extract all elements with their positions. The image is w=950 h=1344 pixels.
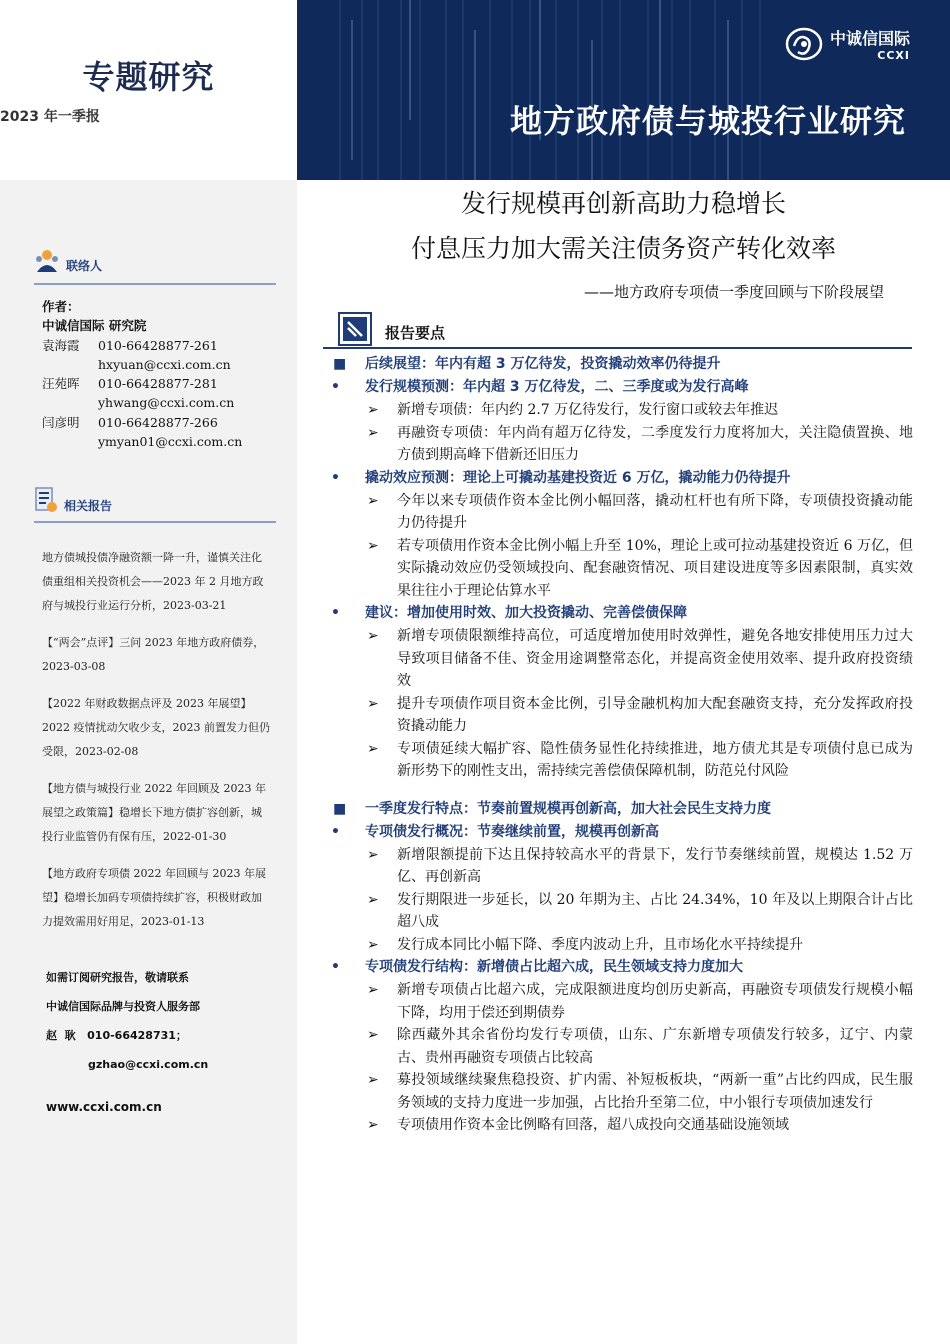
- contacts-divider: [34, 283, 276, 285]
- bullet-item: [323, 889, 913, 934]
- bullet-marker: •: [331, 823, 340, 840]
- subsection-heading: [323, 821, 913, 844]
- bullet-marker: ➢: [367, 628, 379, 644]
- related-report-link[interactable]: 地方债城投债净融资额一降一升，谨慎关注化债重组相关投资机会——2023 年 2 月地方政府与城投行业运行分析，2023-03-21: [42, 551, 264, 612]
- subscribe-contact: [46, 963, 208, 1079]
- subsection-heading: [323, 376, 913, 399]
- bullet-text: 专项债延续大幅扩容、隐性债务显性化持续推进，地方债尤其是专项债付息已成为新形势下的刚性支出，需持续完善偿债保障机制，防范兑付风险: [397, 740, 913, 779]
- ccxi-logo: [784, 26, 910, 62]
- contact-email[interactable]: gzhao@ccxi.com.cn: [88, 1058, 209, 1071]
- author-row: [42, 413, 242, 432]
- people-icon: [34, 248, 60, 274]
- logo-en-text: CCXI: [877, 49, 910, 62]
- bullet-text: 撬动效应预测：理论上可撬动基建投资近 6 万亿，撬动能力仍待提升: [365, 469, 791, 486]
- bullet-marker: •: [331, 379, 340, 395]
- bullet-marker: ➢: [367, 1117, 379, 1133]
- bullet-text: 专项债用作资本金比例略有回落，超八成投向交通基础设施领域: [397, 1117, 789, 1133]
- bullet-item: [323, 844, 913, 889]
- related-report-link[interactable]: 【2022 年财政数据点评及 2023 年展望】2022 疫情扰动欠收少支，2023 前置发力但仍受限，2023-02-08: [42, 697, 270, 758]
- report-title-line1: 发行规模再创新高助力稳增长: [460, 189, 786, 218]
- author-row: [42, 336, 242, 355]
- bullet-item: [323, 1114, 913, 1137]
- header-banner: [0, 0, 950, 180]
- bullet-text: 新增限额提前下达且保持较高水平的背景下，发行节奏继续前置，规模达 1.52 万亿、再创新高: [397, 846, 913, 885]
- related-heading: [34, 486, 112, 514]
- related-report-link[interactable]: 【“两会”点评】三问 2023 年地方政府债券，2023-03-08: [42, 636, 265, 673]
- report-title-line2: 付息压力加大需关注债务资产转化效率: [410, 234, 836, 263]
- author-email[interactable]: hxyuan@ccxi.com.cn: [98, 356, 231, 372]
- bullet-marker: •: [331, 469, 340, 486]
- bullet-item: [323, 399, 913, 422]
- author-name: 汪苑晖: [42, 376, 80, 392]
- bullet-item: [323, 738, 913, 783]
- bullet-text: 后续展望：年内有超 3 万亿待发，投资撬动效率仍待提升: [365, 356, 721, 372]
- service-dept: 中诚信国际品牌与投资人服务部: [46, 1000, 200, 1013]
- bullet-item: [323, 490, 913, 535]
- author-name: 袁海霞: [42, 337, 80, 353]
- logo-cn-text: 中诚信国际: [829, 29, 910, 48]
- report-subtitle: ——地方政府专项债一季度回顾与下阶段展望: [583, 283, 884, 301]
- report-series: 专题研究: [82, 58, 215, 96]
- bullet-text: 发行成本同比小幅下降、季度内波动上升，且市场化水平持续提升: [397, 936, 803, 953]
- key-points-title: 报告要点: [385, 324, 446, 342]
- bullet-text: 今年以来专项债作资本金比例小幅回落，撬动杠杆也有所下降，专项债投资撬动能力仍待提升: [397, 492, 913, 531]
- bullet-item: [323, 535, 913, 603]
- related-label: 相关报告: [64, 499, 113, 513]
- bullet-text: 建议：增加使用时效、加大投资撬动、完善偿债保障: [365, 605, 687, 621]
- section-heading: [323, 797, 913, 821]
- bullet-item: [323, 1024, 913, 1069]
- report-period: 2023 年一季报: [0, 109, 100, 125]
- bullet-marker: ➢: [367, 492, 379, 509]
- bullet-marker: ➢: [367, 402, 379, 418]
- bullet-marker: •: [331, 959, 340, 975]
- bullet-text: 若专项债用作资本金比例小幅上升至 10%，理论上或可拉动基建投资近 6 万亿，但实际撬动效应仍受领域投向、配套融资情况、项目建设进度等多因素限制，真实效果往往小于理论估算水平: [397, 537, 913, 599]
- bullet-item: [323, 693, 913, 738]
- author-phone: 010-66428877-261: [98, 337, 218, 353]
- bullet-marker: ➢: [367, 891, 379, 908]
- bullet-text: 发行规模预测：年内超 3 万亿待发，二、三季度或为发行高峰: [365, 379, 749, 395]
- report-type-box: [0, 0, 297, 180]
- bullet-text: 除西藏外其余省份均发行专项债，山东、广东新增专项债发行较多，辽宁、内蒙古、贵州再融资专项债占比较高: [397, 1027, 913, 1066]
- bullet-marker: •: [331, 605, 340, 621]
- bullet-text: 发行期限进一步延长，以 20 年期为主、占比 24.34%，10 年及以上期限合计占比超八成: [397, 891, 913, 930]
- report-icon: [34, 486, 58, 514]
- bullet-item: [323, 979, 913, 1024]
- bullet-text: 专项债发行结构：新增债占比超六成，民生领域支持力度加大: [365, 959, 743, 975]
- bullet-marker: ➢: [367, 1072, 379, 1088]
- related-divider: [34, 521, 276, 523]
- related-report-link[interactable]: 【地方政府专项债 2022 年回顾与 2023 年展望】稳增长加码专项债持续扩容，积极财政加力提效需用好用足，2023-01-13: [42, 867, 266, 928]
- author-row: [42, 374, 242, 393]
- bullet-text: 新增专项债：年内约 2.7 万亿待发行，发行窗口或较去年推迟: [397, 402, 779, 418]
- bullet-text: 专项债发行概况：节奏继续前置，规模再创新高: [365, 823, 659, 840]
- section-heading: [323, 352, 913, 376]
- subsection-heading: [323, 467, 913, 490]
- section-gap: [323, 783, 913, 797]
- bullet-text: 新增专项债限额维持高位，可适度增加使用时效弹性，避免各地安排使用压力过大导致项目储备不佳、资金用途调整常态化，并提高资金使用效率、提升政府投资绩效: [397, 628, 913, 689]
- bullet-marker: ■: [333, 356, 347, 372]
- bullet-marker: ➢: [367, 695, 379, 712]
- bullet-item: [323, 934, 913, 957]
- bullet-marker: ➢: [367, 1027, 379, 1043]
- author-email[interactable]: ymyan01@ccxi.com.cn: [98, 434, 243, 450]
- author-phone: 010-66428877-281: [98, 376, 218, 392]
- bullet-text: 再融资专项债：年内尚有超万亿待发，二季度发行力度将加大，关注隐债置换、地方债到期高峰下借新还旧压力: [397, 424, 913, 463]
- subsection-heading: [323, 956, 913, 979]
- contacts-heading: [34, 248, 102, 274]
- bullet-marker: ➢: [367, 982, 379, 998]
- bullet-text: 一季度发行特点：节奏前置规模再创新高，加大社会民生支持力度: [365, 800, 771, 817]
- bullet-item: [323, 1069, 913, 1114]
- bullet-item: [323, 625, 913, 693]
- bullet-marker: ■: [333, 800, 347, 817]
- bullet-text: 提升专项债作项目资本金比例，引导金融机构加大配套融资支持，充分发挥政府投资撬动能力: [397, 695, 913, 734]
- key-points-divider: [323, 347, 912, 349]
- key-points-list: [323, 352, 913, 1137]
- bullet-text: 新增专项债占比超六成，完成限额进度均创历史新高，再融资专项债发行规模小幅下降，均用于偿还到期债券: [397, 982, 913, 1021]
- bullet-item: [323, 422, 913, 467]
- bullet-marker: ➢: [367, 424, 379, 441]
- author-email[interactable]: yhwang@ccxi.com.cn: [98, 395, 235, 411]
- contact-line: 赵 耿 010-66428731；: [46, 1029, 187, 1042]
- author-name: 闫彦明: [42, 414, 80, 430]
- key-points-icon: [338, 312, 372, 346]
- subscribe-text: 如需订阅研究报告，敬请联系: [46, 971, 189, 984]
- subsection-heading: [323, 602, 913, 625]
- bullet-marker: ➢: [367, 936, 379, 953]
- bullet-marker: ➢: [367, 740, 379, 757]
- related-report-link[interactable]: 【地方债与城投行业 2022 年回顾及 2023 年展望之政策篇】稳增长下地方债扩容创新，城投行业监管仍有保有压，2022-01-30: [42, 782, 266, 843]
- related-reports: [42, 546, 272, 947]
- ccxi-logo-icon: [784, 26, 824, 62]
- website-link[interactable]: www.ccxi.com.cn: [46, 1100, 162, 1114]
- bullet-marker: ➢: [367, 537, 379, 554]
- authors-block: [42, 297, 242, 451]
- authors-label: 作者：: [42, 299, 80, 314]
- org-name: 中诚信国际 研究院: [42, 318, 147, 334]
- contacts-label: 联络人: [66, 259, 103, 273]
- bullet-text: 募投领域继续聚焦稳投资、扩内需、补短板板块，“两新一重”占比约四成，民生服务领域的支持力度进一步加强，占比抬升至第二位，中小银行专项债加速发行: [397, 1072, 913, 1111]
- header-title: 地方政府债与城投行业研究: [509, 102, 906, 140]
- author-phone: 010-66428877-266: [98, 414, 218, 430]
- bullet-marker: ➢: [367, 846, 379, 863]
